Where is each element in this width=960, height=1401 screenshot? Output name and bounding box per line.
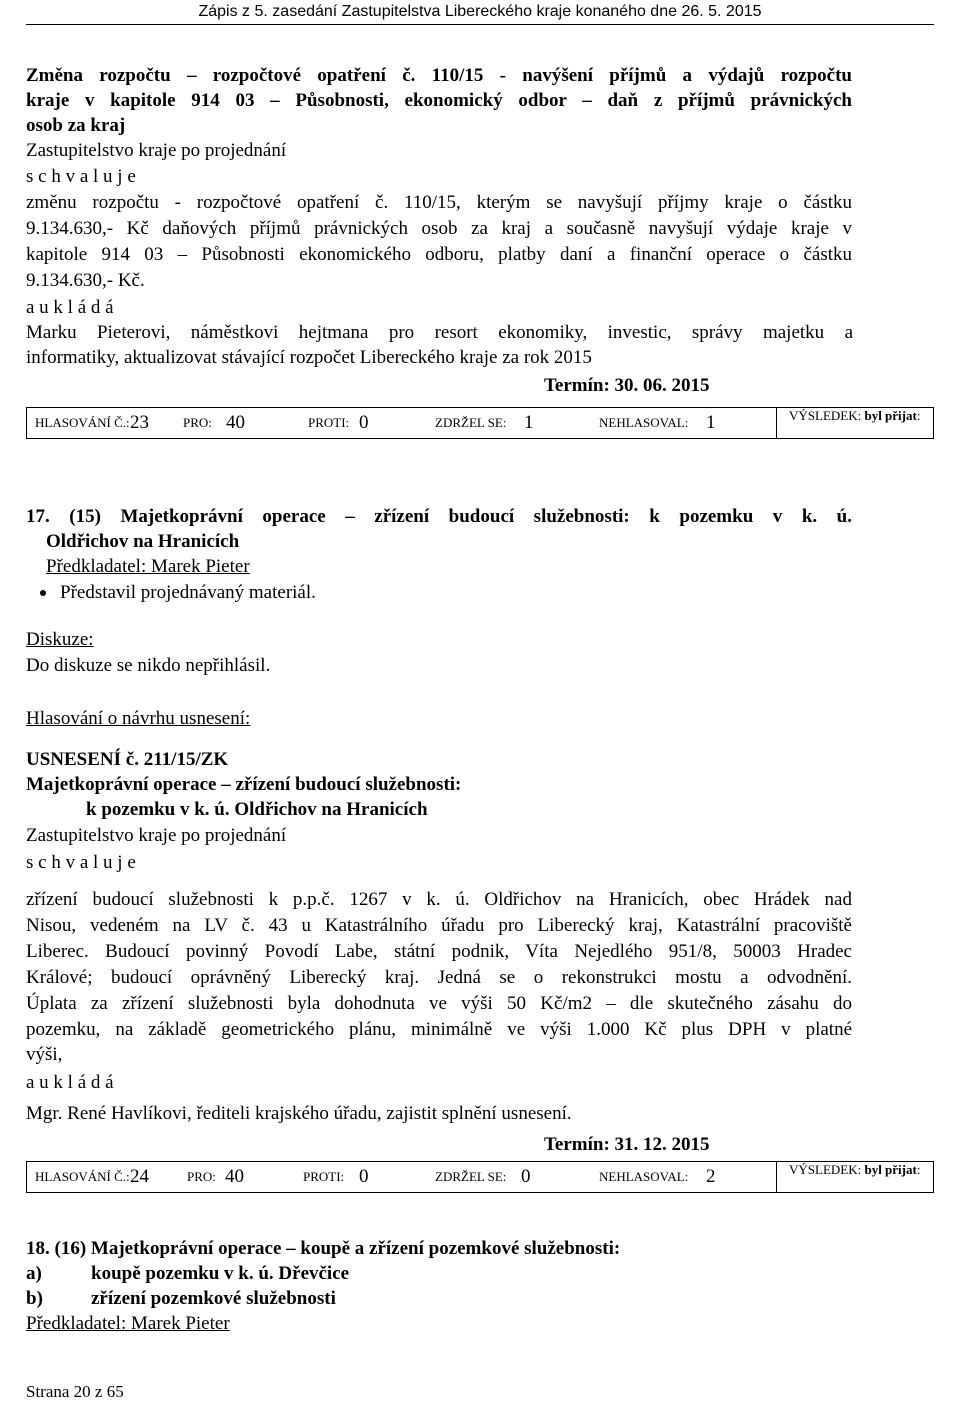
item16-body-line-4: 9.134.630,- Kč. bbox=[26, 270, 145, 291]
item17-deadline: Termín: 31. 12. 2015 bbox=[544, 1134, 710, 1155]
item17-task: Mgr. René Havlíkovi, řediteli krajského úřadu, zajistit splnění usnesení. bbox=[26, 1103, 572, 1124]
vote-nehlasoval-label: NEHLASOVAL: bbox=[599, 415, 689, 430]
vote-proti-value: 0 bbox=[359, 412, 369, 433]
item16-title-line-1: Změna rozpočtu – rozpočtové opatření č. 110/15 - navýšení příjmů a výdajů rozpočtu bbox=[26, 65, 852, 86]
vote-result-cell bbox=[776, 408, 933, 438]
vote-proti-label: PROTI: bbox=[303, 1169, 345, 1184]
item18-heading: 18. (16) Majetkoprávní operace – koupě a zřízení pozemkové služebnosti: bbox=[26, 1238, 621, 1259]
item17-diskuze-text: Do diskuze se nikdo nepřihlásil. bbox=[26, 655, 271, 676]
vote-nehlasoval-value: 2 bbox=[706, 1166, 716, 1187]
item18-sub-a: koupě pozemku v k. ú. Dřevčice bbox=[91, 1263, 350, 1284]
vote-hlasovani-label: HLASOVÁNÍ Č.: bbox=[35, 1169, 130, 1184]
vote-pro-label: PRO: bbox=[187, 1169, 216, 1184]
item17-heading-line-2: Oldřichov na Hranicích bbox=[46, 531, 240, 552]
vote-pro-label: PRO: bbox=[183, 415, 212, 430]
item17-body-line-2: Nisou, vedeném na LV č. 43 u Katastrálního úřadu pro Liberecký kraj, Katastrální pracoviště bbox=[26, 915, 852, 936]
item16-title-line-2: kraje v kapitole 914 03 – Působnosti, ekonomický odbor – daň z příjmů právnických bbox=[26, 90, 852, 111]
item16-uklada: a u k l á d á bbox=[26, 297, 114, 318]
item17-usneseni-title-2: k pozemku v k. ú. Oldřichov na Hranicích bbox=[86, 799, 428, 820]
vote-hlasovani-label: HLASOVÁNÍ Č.: bbox=[35, 415, 130, 430]
vote-result-cell bbox=[776, 1162, 933, 1192]
item16-intro: Zastupitelstvo kraje po projednání bbox=[26, 140, 287, 161]
page-header: Zápis z 5. zasedání Zastupitelstva Libereckého kraje konaného dne 26. 5. 2015 bbox=[198, 3, 762, 20]
item16-schvaluje: s c h v a l u j e bbox=[26, 166, 136, 187]
vote-proti-label: PROTI: bbox=[308, 415, 350, 430]
vote-nehlasoval-label: NEHLASOVAL: bbox=[599, 1169, 689, 1184]
item17-body-line-5: Úplata za zřízení služebnosti byla dohodnuta ve výši 50 Kč/m2 – dle skutečného zásahu do bbox=[26, 993, 852, 1014]
bullet-dot-icon bbox=[40, 590, 46, 596]
item17-uklada: a u k l á d á bbox=[26, 1072, 114, 1093]
item17-diskuze-label: Diskuze: bbox=[26, 629, 94, 650]
item16-deadline: Termín: 30. 06. 2015 bbox=[544, 375, 710, 396]
vote-result: VÝSLEDEK: byl přijat: bbox=[789, 408, 921, 423]
item17-intro: Zastupitelstvo kraje po projednání bbox=[26, 825, 287, 846]
item16-body-line-1: změnu rozpočtu - rozpočtové opatření č. 110/15, kterým se navyšují příjmy kraje o částku bbox=[26, 192, 852, 213]
item17-heading-line-1: 17. (15) Majetkoprávní operace – zřízení budoucí služebnosti: k pozemku v k. ú. bbox=[26, 506, 852, 527]
item17-body-line-3: Liberec. Budoucí povinný Povodí Labe, státní podnik, Víta Nejedlého 951/8, 50003 Hradec bbox=[26, 941, 852, 962]
item18-predkladatel: Předkladatel: Marek Pieter bbox=[26, 1313, 230, 1334]
item17-body-line-7: výši, bbox=[26, 1044, 63, 1065]
item17-body-line-6: pozemku, na základě geometrického plánu, minimálně ve výši 1.000 Kč plus DPH v platné bbox=[26, 1019, 852, 1040]
vote-zdrzel-value: 1 bbox=[524, 412, 534, 433]
vote-pro-value: 40 bbox=[225, 1166, 244, 1187]
item17-schvaluje: s c h v a l u j e bbox=[26, 852, 136, 873]
item17-usneseni: USNESENÍ č. 211/15/ZK bbox=[26, 749, 229, 770]
vote-hlasovani-value: 23 bbox=[130, 412, 149, 433]
vote-zdrzel-label: ZDRŽEL SE: bbox=[435, 415, 507, 430]
item17-vote-table bbox=[26, 1161, 934, 1193]
item18-sub-b: zřízení pozemkové služebnosti bbox=[91, 1288, 336, 1309]
header-divider bbox=[26, 24, 934, 25]
item16-body-line-2: 9.134.630,- Kč daňových příjmů právnických osob za kraj a současně navyšují výdaje kraje v bbox=[26, 218, 852, 239]
item16-body-line-3: kapitole 914 03 – Působnosti ekonomického odboru, platby daní a finanční operace o částku bbox=[26, 244, 852, 265]
vote-nehlasoval-value: 1 bbox=[706, 412, 716, 433]
item16-vote-table bbox=[26, 407, 934, 439]
item17-predkladatel: Předkladatel: Marek Pieter bbox=[46, 556, 250, 577]
item16-task-line-1: Marku Pieterovi, náměstkovi hejtmana pro resort ekonomiky, investic, správy majetku a bbox=[26, 322, 853, 343]
item17-hlasovani-label: Hlasování o návrhu usnesení: bbox=[26, 708, 251, 729]
vote-zdrzel-value: 0 bbox=[521, 1166, 531, 1187]
item17-usneseni-title-1: Majetkoprávní operace – zřízení budoucí služebnosti: bbox=[26, 774, 462, 795]
item17-body-line-1: zřízení budoucí služebnosti k p.p.č. 1267 v k. ú. Oldřichov na Hranicích, obec Hrádek nad bbox=[26, 889, 852, 910]
item17-bullet-text: Představil projednávaný materiál. bbox=[60, 582, 316, 603]
item18-sub-b-label: b) bbox=[26, 1288, 43, 1309]
vote-pro-value: 40 bbox=[226, 412, 245, 433]
vote-zdrzel-label: ZDRŽEL SE: bbox=[435, 1169, 507, 1184]
page-footer: Strana 20 z 65 bbox=[26, 1382, 124, 1401]
vote-hlasovani-value: 24 bbox=[130, 1166, 149, 1187]
vote-proti-value: 0 bbox=[359, 1166, 369, 1187]
item18-sub-a-label: a) bbox=[26, 1263, 42, 1284]
vote-result: VÝSLEDEK: byl přijat: bbox=[789, 1162, 921, 1177]
item16-task-line-2: informatiky, aktualizovat stávající rozpočet Libereckého kraje za rok 2015 bbox=[26, 347, 592, 368]
item16-title-line-3: osob za kraj bbox=[26, 115, 126, 136]
item17-body-line-4: Králové; budoucí oprávněný Liberecký kraj. Jedná se o rekonstrukci mostu a odvodnění. bbox=[26, 967, 852, 988]
